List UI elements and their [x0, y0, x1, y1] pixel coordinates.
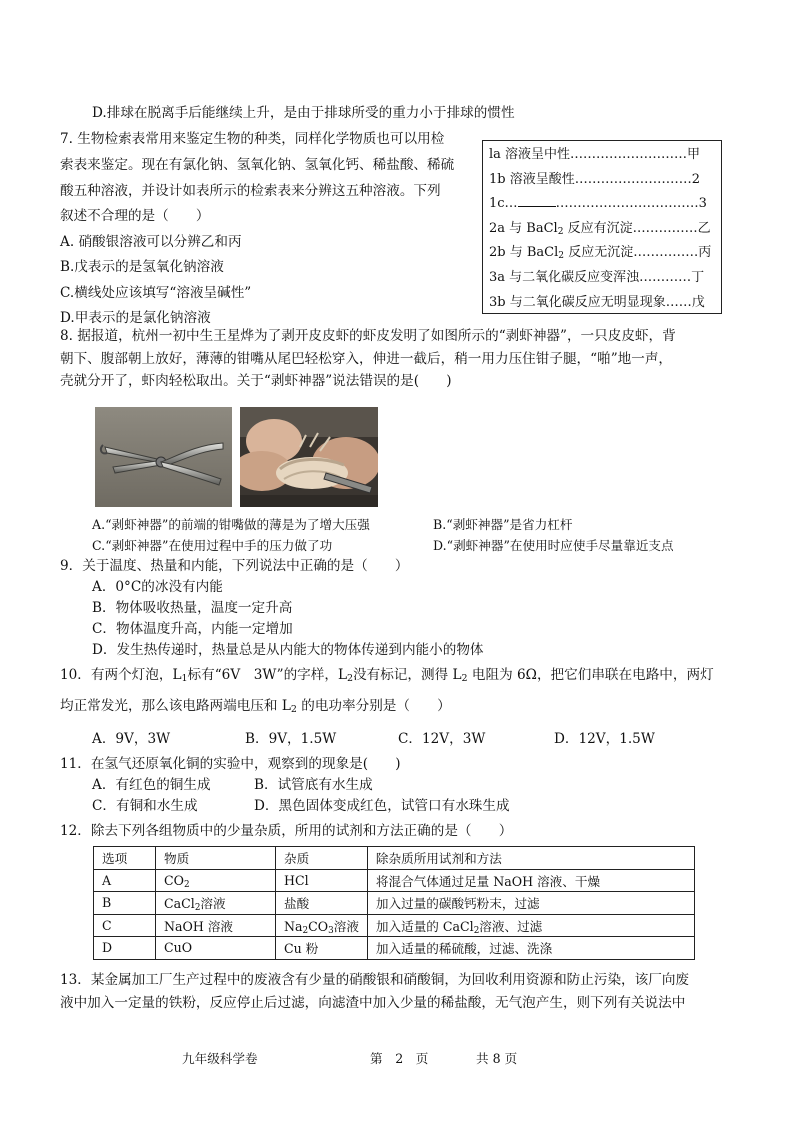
q10-option-c: C．12V，3W	[398, 731, 486, 747]
q7-stem-line-2: 索表来鉴定。现在有氯化钠、氢氧化钠、氢氧化钙、稀盐酸、稀硫	[60, 157, 455, 173]
key-line-1c: 1c… ……………………………3	[489, 196, 707, 212]
q8-stem-line-1: 8. 据报道，杭州一初中生王星烨为了剥开皮皮虾的虾皮发明了如图所示的“剥虾神器”，一只皮皮虾，背	[60, 328, 676, 344]
header-substance: 物质	[156, 847, 276, 870]
q10-stem-line-1: 10．有两个灯泡，$L_1$标有“6V 3W”的字样，$L_2$没有标记，测得 $L_2$ 电阻为 6Ω，把它们串联在电路中，两灯	[60, 667, 714, 684]
q12-stem: 12．除去下列各组物质中的少量杂质，所用的试剂和方法正确的是（ ）	[60, 823, 513, 839]
q8-option-a: A.“剥虾神器”的前端的钳嘴做的薄是为了增大压强	[92, 517, 370, 532]
key-line-1b: 1b 溶液呈酸性………………………2	[489, 171, 700, 187]
key-line-3a: 3a 与二氧化碳反应变浑浊…………丁	[489, 269, 705, 285]
q8-option-d: D.“剥虾神器”在使用时应使手尽量靠近支点	[433, 538, 674, 553]
q9-option-b: B．物体吸收热量，温度一定升高	[92, 600, 293, 616]
shrimp-peeling-demo-photo	[240, 407, 378, 507]
impurity-removal-table	[93, 846, 695, 960]
table-header-row	[94, 847, 695, 870]
q13-stem-line-1: 13．某金属加工厂生产过程中的废液含有少量的硝酸银和硝酸铜，为回收利用资源和防止污染，该厂向废	[60, 972, 690, 988]
q7-option-d: D.甲表示的是氯化钠溶液	[60, 310, 211, 326]
key-line-1a: la 溶液呈中性………………………甲	[489, 147, 701, 162]
q8-option-b: B.“剥虾神器”是省力杠杆	[433, 517, 573, 532]
q10-option-b: B．9V，1.5W	[245, 731, 337, 747]
footer-page-number: 第 2 页	[370, 1051, 429, 1066]
q7-stem-line-3: 酸五种溶液，并设计如表所示的检索表来分辨这五种溶液。下列	[60, 183, 441, 199]
fill-in-blank	[518, 194, 556, 207]
q9-option-a: A．0°C的冰没有内能	[92, 579, 223, 595]
q10-option-d: D．12V，1.5W	[554, 731, 655, 747]
header-method: 除杂质所用试剂和方法	[367, 847, 694, 870]
q7-option-c: C.横线处应该填写“溶液呈碱性”	[60, 285, 252, 301]
q9-option-d: D．发生热传递时，热量总是从内能大的物体传递到内能小的物体	[92, 642, 484, 658]
q13-stem-line-2: 液中加入一定量的铁粉，反应停止后过滤，向滤渣中加入少量的稀盐酸，无气泡产生，则下列有关说法中	[60, 995, 686, 1011]
q11-stem: 11．在氢气还原氧化铜的实验中，观察到的现象是( )	[60, 756, 401, 772]
q10-stem-line-2: 均正常发光，那么该电路两端电压和 $L_2$ 的电功率分别是（ ）	[60, 698, 451, 715]
header-impurity: 杂质	[276, 847, 368, 870]
q9-stem: 9．关于温度、热量和内能，下列说法中正确的是（ ）	[60, 558, 409, 574]
q6-option-d: D.排球在脱离手后能继续上升，是由于排球所受的重力小于排球的惯性	[92, 105, 515, 121]
q8-stem-line-3: 壳就分开了，虾肉轻松取出。关于“剥虾神器”说法错误的是( )	[60, 373, 452, 389]
q7-stem-line-4: 叙述不合理的是（ ）	[60, 208, 210, 224]
table-row: B CaCl$_2$溶液 盐酸 加入过量的碳酸钙粉末，过滤	[94, 892, 695, 915]
shrimp-peeler-tool-photo	[95, 407, 232, 507]
footer-exam-name: 九年级科学卷	[182, 1051, 258, 1066]
table-row: C NaOH 溶液 $Na_2CO_3$溶液 加入适量的 CaCl$_2$溶液、过滤	[94, 914, 695, 937]
q7-option-b: B.戊表示的是氢氧化钠溶液	[60, 259, 224, 275]
q7-option-a: A. 硝酸银溶液可以分辨乙和丙	[60, 234, 242, 250]
q8-option-c: C.“剥虾神器”在使用过程中手的压力做了功	[92, 538, 333, 553]
q7-stem-line-1: 7. 生物检索表常用来鉴定生物的种类，同样化学物质也可以用检	[60, 131, 445, 147]
q9-option-c: C．物体温度升高，内能一定增加	[92, 621, 293, 637]
footer-total-pages: 共 8 页	[476, 1051, 518, 1066]
key-line-3b: 3b 与二氧化碳反应无明显现象……戊	[489, 294, 705, 310]
table-row: D CuO Cu 粉 加入适量的稀硫酸，过滤、洗涤	[94, 937, 695, 960]
table-row: A $CO_2$ HCl 将混合气体通过足量 NaOH 溶液、干燥	[94, 869, 695, 892]
q10-option-a: A．9V，3W	[92, 731, 171, 747]
key-line-2b: 2b 与 BaCl$_2$ 反应无沉淀……………丙	[489, 245, 712, 262]
q11-option-d: D．黑色固体变成红色，试管口有水珠生成	[254, 798, 510, 814]
key-line-2a: 2a 与 BaCl$_2$ 反应有沉淀……………乙	[489, 220, 711, 237]
q11-option-c: C．有铜和水生成	[92, 798, 198, 814]
q11-option-b: B．试管底有水生成	[254, 777, 373, 793]
identification-key-box	[482, 140, 722, 314]
q8-stem-line-2: 朝下、腹部朝上放好，薄薄的钳嘴从尾巴轻松穿入，伸进一截后，稍一用力压住钳子腿，“啪”地一声，	[60, 351, 673, 367]
header-option: 选项	[94, 847, 156, 870]
q11-option-a: A．有红色的铜生成	[92, 777, 211, 793]
